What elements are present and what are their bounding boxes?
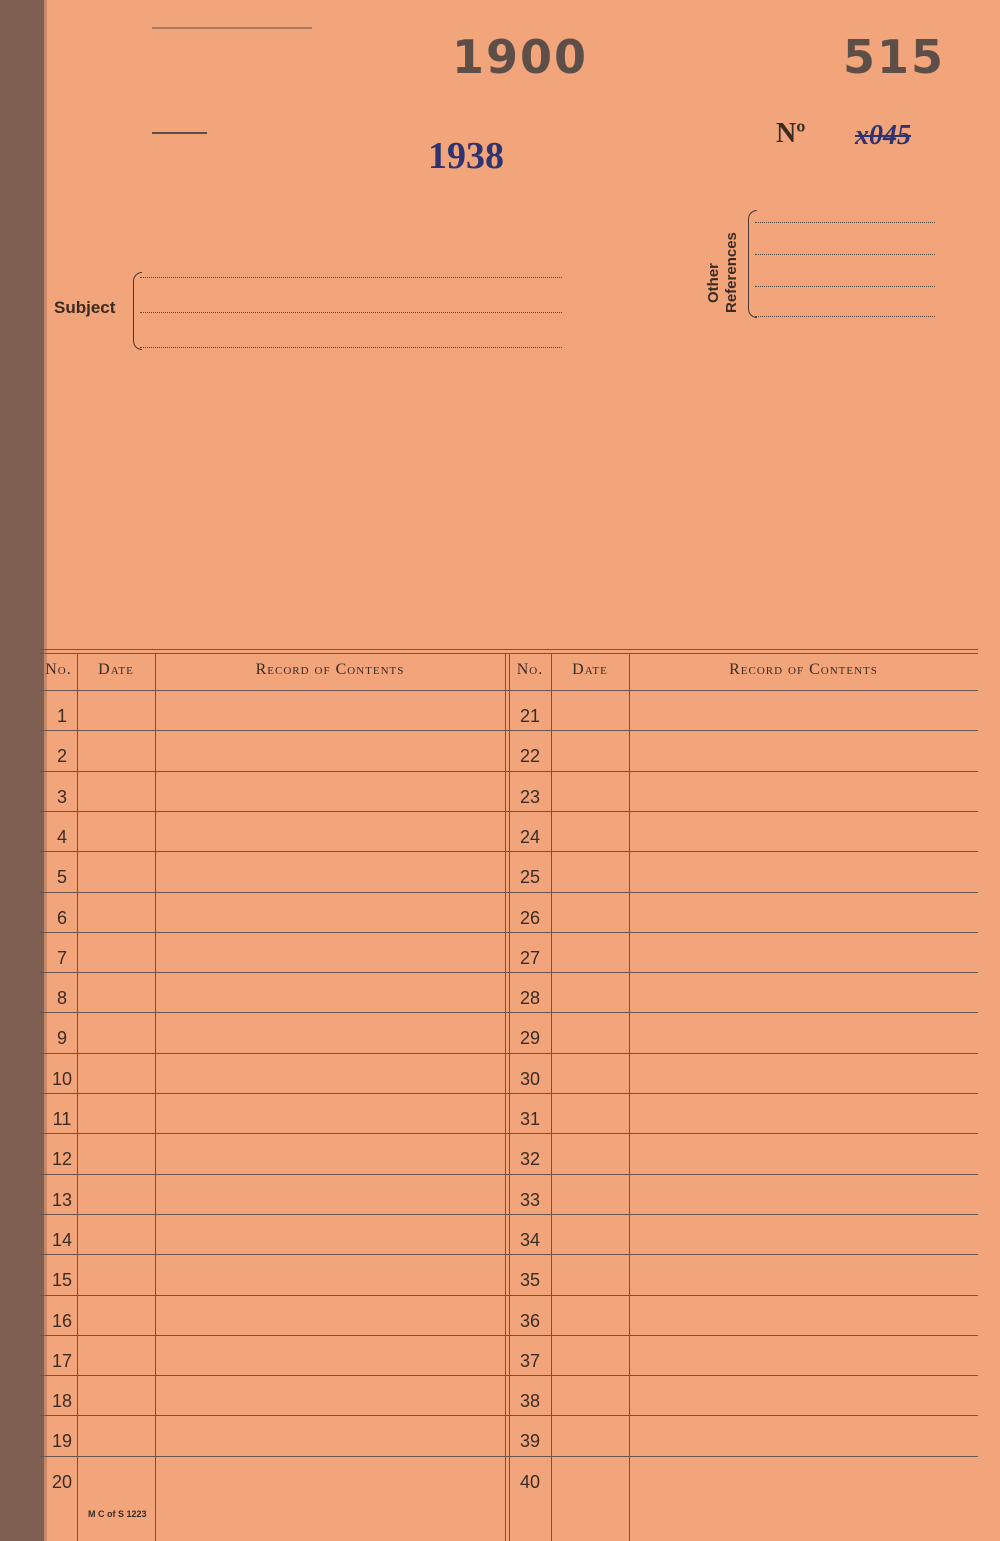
row-rule (40, 1012, 978, 1013)
row-number: 36 (519, 1310, 541, 1331)
col-divider (629, 653, 630, 1541)
row-rule (40, 1053, 978, 1054)
row-rule (40, 1093, 978, 1094)
row-number: 16 (51, 1310, 73, 1331)
subject-brace (133, 272, 142, 350)
right-no-header: No. (516, 661, 544, 678)
references-brace (748, 210, 757, 318)
row-number: 13 (51, 1189, 73, 1210)
row-number: 32 (519, 1149, 541, 1170)
row-number: 39 (519, 1431, 541, 1452)
row-number: 20 (51, 1471, 73, 1492)
row-number: 3 (56, 786, 67, 807)
row-number: 10 (51, 1068, 73, 1089)
row-number: 19 (51, 1431, 73, 1452)
row-number: 14 (51, 1229, 73, 1250)
row-rule (40, 1214, 978, 1215)
row-number: 6 (56, 907, 67, 928)
form-code: M C of S 1223 (88, 1509, 147, 1519)
row-rule (40, 811, 978, 812)
references-label: References (723, 232, 740, 313)
other-label: Other (705, 262, 722, 303)
subject-line-2[interactable] (140, 312, 562, 313)
row-rule (40, 1375, 978, 1376)
row-number: 12 (51, 1149, 73, 1170)
col-divider (155, 653, 156, 1541)
row-rule (40, 851, 978, 852)
reference-line-3[interactable] (755, 286, 935, 287)
row-rule (40, 1456, 978, 1457)
row-number: 40 (519, 1471, 541, 1492)
row-number: 31 (519, 1109, 541, 1129)
row-number: 2 (56, 746, 67, 767)
row-number: 11 (52, 1109, 72, 1129)
row-number: 1 (56, 706, 67, 726)
row-number: 37 (519, 1350, 541, 1371)
number-value: x045 (855, 120, 911, 151)
faint-mark (152, 27, 312, 29)
subject-line-1[interactable] (140, 277, 562, 278)
row-rule (40, 771, 978, 772)
subject-line-3[interactable] (140, 347, 562, 348)
row-number: 34 (519, 1229, 541, 1250)
left-date-header: Date (98, 661, 134, 678)
reference-line-1[interactable] (755, 222, 935, 223)
row-number: 22 (519, 746, 541, 767)
row-rule (40, 972, 978, 973)
row-number: 24 (519, 826, 541, 847)
reference-line-2[interactable] (755, 254, 935, 255)
other-references-label (703, 215, 743, 315)
row-number: 26 (519, 907, 541, 928)
row-number: 28 (519, 988, 541, 1009)
right-contents-header: Record of Contents (729, 661, 878, 678)
row-number: 30 (519, 1068, 541, 1089)
row-number: 25 (519, 867, 541, 888)
reference-line-4[interactable] (755, 316, 935, 317)
row-rule (40, 1295, 978, 1296)
left-no-header: No. (45, 661, 72, 678)
row-number: 17 (51, 1350, 73, 1371)
stamp-number: 515 (843, 30, 946, 84)
folder-spine (0, 0, 44, 1541)
row-number: 15 (51, 1270, 73, 1291)
row-rule (40, 730, 978, 731)
row-number: 35 (519, 1270, 541, 1291)
row-number: 29 (519, 1028, 541, 1049)
row-rule (40, 1254, 978, 1255)
left-contents-header: Record of Contents (255, 661, 405, 678)
number-label: Nº (776, 118, 806, 149)
row-rule (40, 1415, 978, 1416)
row-number: 18 (51, 1391, 73, 1412)
row-rule (40, 1133, 978, 1134)
row-number: 5 (56, 867, 67, 888)
col-divider (505, 653, 506, 1541)
right-date-header: Date (572, 661, 608, 678)
table-top-rule (40, 649, 978, 650)
row-number: 23 (519, 786, 541, 807)
row-number: 38 (519, 1391, 541, 1412)
row-number: 8 (56, 988, 67, 1009)
row-rule (40, 1174, 978, 1175)
row-number: 27 (519, 947, 541, 968)
handwritten-year: 1938 (428, 135, 504, 177)
col-divider (551, 653, 552, 1541)
row-rule (40, 892, 978, 893)
row-rule (40, 1335, 978, 1336)
row-number: 9 (56, 1028, 67, 1049)
stamp-year: 1900 (452, 30, 589, 84)
row-number: 7 (56, 947, 67, 968)
row-number: 21 (519, 706, 541, 726)
row-number: 33 (519, 1189, 541, 1210)
subject-label: Subject (54, 298, 116, 317)
faint-mark (152, 132, 207, 134)
row-number: 4 (56, 826, 67, 847)
row-rule (40, 932, 978, 933)
